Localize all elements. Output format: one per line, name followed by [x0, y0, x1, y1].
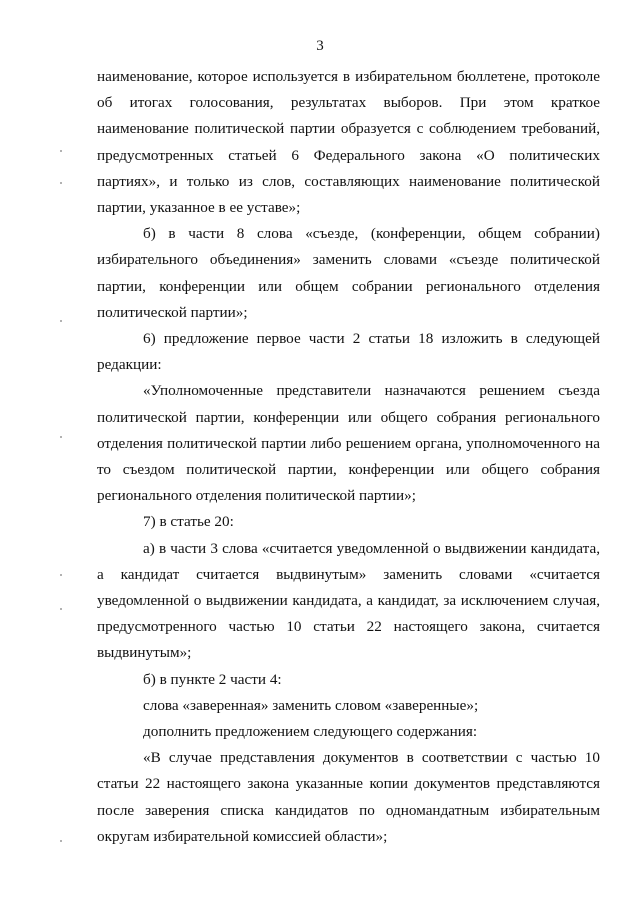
- paragraph-item-7: 7) в статье 20:: [143, 513, 234, 531]
- paragraph-amendment-b-part-8: б) в части 8 слова «съезде, (конференции, общем собрании) избирательного объединения» заменить словами «съезде политической партии, конференции или общем собрании регионального отделения политической партии»;: [97, 225, 600, 321]
- paragraph-amendment-a-part-3: а) в части 3 слова «считается уведомленной о выдвижении кандидата, а кандидат считается выдвинутым» заменить словами «считается уведомленной о выдвижении кандидата, а кандидат, за исключением случая, предусмотренного частью 10 статьи 22 настоящего закона, считается выдвинутым»;: [97, 539, 600, 662]
- scan-artifact-dot: [60, 608, 62, 610]
- scan-artifact-dot: [60, 182, 62, 184]
- paragraph-add-sentence: дополнить предложением следующего содержания:: [143, 723, 478, 741]
- paragraph-quoted-representatives: «Уполномоченные представители назначаются решением съезда политической партии, конференции или общего собрания регионального отделения политической партии либо решением органа, уполномоченного на то съездом политической партии, конференции или общего собрания регионального отделения политической партии»;: [97, 382, 600, 505]
- paragraph-amendment-b-point-2: б) в пункте 2 части 4:: [143, 670, 282, 688]
- scan-artifact-dot: [60, 840, 62, 842]
- paragraph-replace-word: слова «заверенная» заменить словом «заверенные»;: [143, 696, 479, 714]
- paragraph-item-6: 6) предложение первое части 2 статьи 18 изложить в следующей редакции:: [97, 330, 600, 374]
- scan-artifact-dot: [60, 574, 62, 576]
- page-number: 3: [316, 38, 324, 54]
- scan-artifact-dot: [60, 150, 62, 152]
- paragraph-continuation: наименование, которое используется в избирательном бюллетене, протоколе об итогах голосования, результатах выборов. При этом краткое наименование политической партии образуется с соблюдением требований, предусмотренных статьей 6 Федерального закона «О политических партиях», и только из слов, составляющих наименование политической партии, указанное в ее уставе»;: [97, 68, 600, 217]
- scan-artifact-dot: [60, 436, 62, 438]
- document-body: [97, 64, 600, 850]
- paragraph-quoted-documents: «В случае представления документов в соответствии с частью 10 статьи 22 настоящего закона указанные копии документов представляются после заверения списка кандидатов по одномандатным избирательным округам избирательной комиссией области»;: [97, 749, 600, 845]
- scan-artifact-dot: [60, 320, 62, 322]
